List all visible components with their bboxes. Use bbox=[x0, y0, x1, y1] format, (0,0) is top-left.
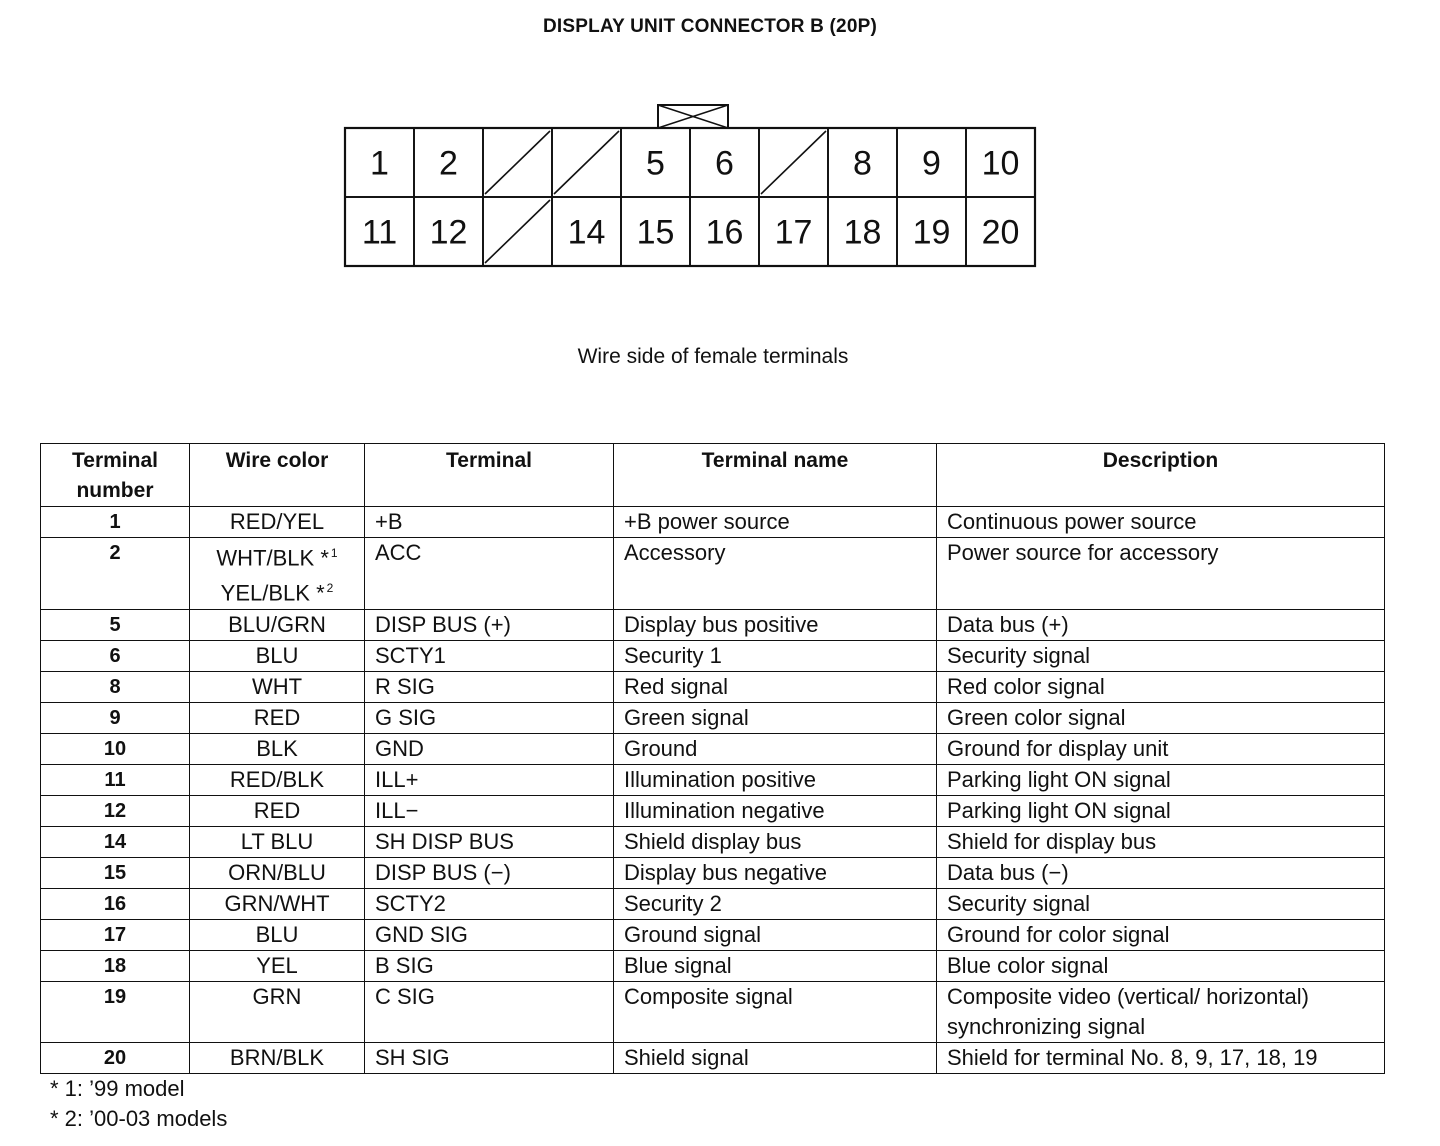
cell-terminal: DISP BUS (−) bbox=[365, 857, 614, 888]
wire-color-value bbox=[200, 951, 354, 981]
cell-terminal: SCTY2 bbox=[365, 888, 614, 919]
blank-cell-slash bbox=[485, 131, 550, 194]
cell-terminal: SH DISP BUS bbox=[365, 826, 614, 857]
cell-terminal: G SIG bbox=[365, 702, 614, 733]
pin-number-label: 14 bbox=[567, 213, 606, 252]
table-row bbox=[41, 857, 1385, 888]
wire-color-value bbox=[200, 982, 354, 1012]
cell-terminal-number: 11 bbox=[41, 764, 190, 795]
footnote-marker: 1 bbox=[330, 546, 338, 560]
connector-caption: Wire side of female terminals bbox=[577, 345, 849, 368]
wire-color-value bbox=[200, 796, 354, 826]
wire-color-text: ORN/BLU bbox=[228, 859, 326, 885]
wire-color-value bbox=[200, 920, 354, 950]
cell-wire-color bbox=[190, 919, 365, 950]
cell-terminal: B SIG bbox=[365, 950, 614, 981]
blank-cell-slash bbox=[761, 131, 826, 194]
blank-cell-slash bbox=[554, 131, 619, 194]
cell-terminal-number: 1 bbox=[41, 507, 190, 538]
wire-color-text: BLU bbox=[255, 921, 299, 947]
cell-description: Data bus (+) bbox=[937, 609, 1385, 640]
cell-terminal: GND bbox=[365, 733, 614, 764]
pin-number-label: 12 bbox=[429, 213, 468, 252]
cell-wire-color bbox=[190, 950, 365, 981]
cell-terminal: DISP BUS (+) bbox=[365, 609, 614, 640]
wire-color-value bbox=[200, 610, 354, 640]
table-row bbox=[41, 507, 1385, 538]
table-row bbox=[41, 671, 1385, 702]
table-row bbox=[41, 1042, 1385, 1073]
header-wire-color: Wire color bbox=[190, 444, 365, 507]
cell-terminal-name: Composite signal bbox=[614, 981, 937, 1042]
cell-wire-color bbox=[190, 609, 365, 640]
wire-color-value bbox=[200, 734, 354, 764]
pin-number-label: 19 bbox=[912, 213, 951, 252]
table-row bbox=[41, 640, 1385, 671]
cell-terminal-name: Red signal bbox=[614, 671, 937, 702]
pin-number-label: 20 bbox=[981, 213, 1020, 252]
cell-terminal-name: Security 1 bbox=[614, 640, 937, 671]
cell-terminal-number: 18 bbox=[41, 950, 190, 981]
cell-terminal-number: 17 bbox=[41, 919, 190, 950]
wire-color-value bbox=[200, 858, 354, 888]
cell-terminal-number: 16 bbox=[41, 888, 190, 919]
wire-color-value bbox=[200, 889, 354, 919]
table-row bbox=[41, 826, 1385, 857]
footnote-marker: 2 bbox=[326, 581, 334, 596]
table-row bbox=[41, 764, 1385, 795]
wire-color-text: BLK bbox=[256, 735, 298, 761]
cell-terminal-name: Display bus negative bbox=[614, 857, 937, 888]
cell-terminal-name: Green signal bbox=[614, 702, 937, 733]
cell-terminal-name: Shield display bus bbox=[614, 826, 937, 857]
cell-terminal-name: Ground signal bbox=[614, 919, 937, 950]
wire-color-text: RED/YEL bbox=[229, 509, 325, 534]
blank-cell-slash bbox=[485, 200, 550, 263]
connector-diagram bbox=[340, 96, 1042, 272]
pin-number-label: 10 bbox=[981, 144, 1020, 183]
wire-color-text: RED bbox=[253, 797, 301, 823]
table-row bbox=[41, 538, 1385, 610]
cell-terminal-name: Display bus positive bbox=[614, 609, 937, 640]
cell-terminal: SCTY1 bbox=[365, 640, 614, 671]
wire-color-text: RED/BLK bbox=[229, 766, 325, 792]
table-row bbox=[41, 950, 1385, 981]
wire-color-text: LT BLU bbox=[240, 828, 314, 854]
table-row bbox=[41, 795, 1385, 826]
wire-color-text: RED bbox=[253, 704, 301, 730]
header-terminal: Terminal bbox=[365, 444, 614, 507]
wire-color-value bbox=[200, 573, 354, 608]
pin-number-label: 1 bbox=[370, 144, 389, 183]
cell-terminal-name: +B power source bbox=[614, 507, 937, 538]
cell-terminal-name: Illumination negative bbox=[614, 795, 937, 826]
wire-color-text: BLU/GRN bbox=[228, 611, 326, 637]
cell-terminal-number: 14 bbox=[41, 826, 190, 857]
pin-number-label: 11 bbox=[361, 213, 398, 252]
cell-terminal-number: 19 bbox=[41, 981, 190, 1042]
cell-terminal-number: 12 bbox=[41, 795, 190, 826]
cell-terminal-name: Accessory bbox=[614, 538, 937, 610]
cell-terminal-number: 10 bbox=[41, 733, 190, 764]
cell-wire-color bbox=[190, 764, 365, 795]
cell-wire-color bbox=[190, 733, 365, 764]
cell-terminal-name: Ground bbox=[614, 733, 937, 764]
cell-wire-color bbox=[190, 671, 365, 702]
wire-color-value bbox=[200, 641, 354, 671]
cell-wire-color bbox=[190, 826, 365, 857]
cell-description: Parking light ON signal bbox=[937, 764, 1385, 795]
table-row bbox=[41, 919, 1385, 950]
cell-description: Shield for display bus bbox=[937, 826, 1385, 857]
cell-terminal-name: Security 2 bbox=[614, 888, 937, 919]
table-row bbox=[41, 888, 1385, 919]
wire-color-text: BLU bbox=[255, 642, 299, 668]
cell-wire-color bbox=[190, 888, 365, 919]
cell-description: Ground for color signal bbox=[937, 919, 1385, 950]
wire-color-text: WHT/BLK * bbox=[216, 545, 329, 571]
table-row bbox=[41, 981, 1385, 1042]
wire-color-text: WHT bbox=[251, 673, 303, 699]
cell-terminal: ILL+ bbox=[365, 764, 614, 795]
wire-color-text: GRN bbox=[252, 983, 302, 1009]
header-description: Description bbox=[937, 444, 1385, 507]
terminal-table bbox=[40, 443, 1385, 1074]
cell-description: Data bus (−) bbox=[937, 857, 1385, 888]
pin-number-label: 5 bbox=[646, 144, 665, 183]
cell-terminal-number: 20 bbox=[41, 1042, 190, 1073]
table-header-row bbox=[41, 444, 1385, 507]
wire-color-value bbox=[200, 703, 354, 733]
cell-terminal: SH SIG bbox=[365, 1042, 614, 1073]
cell-description: Security signal bbox=[937, 888, 1385, 919]
cell-description: Composite video (vertical/ horizontal) synchronizing signal bbox=[937, 981, 1385, 1042]
cell-description: Parking light ON signal bbox=[937, 795, 1385, 826]
cell-terminal-number: 2 bbox=[41, 538, 190, 610]
cell-description: Continuous power source bbox=[937, 507, 1385, 538]
table-row bbox=[41, 733, 1385, 764]
cell-wire-color bbox=[190, 981, 365, 1042]
diagram-title: DISPLAY UNIT CONNECTOR B (20P) bbox=[543, 16, 877, 37]
cell-description: Shield for terminal No. 8, 9, 17, 18, 19 bbox=[937, 1042, 1385, 1073]
cell-description: Green color signal bbox=[937, 702, 1385, 733]
wire-color-value bbox=[200, 1043, 354, 1073]
cell-terminal-number: 9 bbox=[41, 702, 190, 733]
cell-description: Power source for accessory bbox=[937, 538, 1385, 610]
cell-wire-color bbox=[190, 702, 365, 733]
cell-terminal: C SIG bbox=[365, 981, 614, 1042]
cell-terminal-name: Illumination positive bbox=[614, 764, 937, 795]
cell-terminal: +B bbox=[365, 507, 614, 538]
wire-color-text: YEL/BLK * bbox=[220, 580, 325, 606]
wire-color-value bbox=[200, 672, 354, 702]
pin-number-label: 6 bbox=[715, 144, 734, 183]
pin-number-label: 15 bbox=[636, 213, 675, 252]
table-row bbox=[41, 702, 1385, 733]
footnote-1: * 1: ’99 model bbox=[50, 1076, 185, 1101]
cell-wire-color bbox=[190, 640, 365, 671]
pin-number-label: 16 bbox=[705, 213, 744, 252]
wire-color-value bbox=[200, 765, 354, 795]
footnotes bbox=[50, 1074, 227, 1134]
cell-terminal-number: 8 bbox=[41, 671, 190, 702]
cell-terminal-name: Blue signal bbox=[614, 950, 937, 981]
cell-terminal-number: 5 bbox=[41, 609, 190, 640]
footnote-2: * 2: ’00-03 models bbox=[50, 1106, 228, 1131]
cell-terminal: R SIG bbox=[365, 671, 614, 702]
wire-color-text: BRN/BLK bbox=[229, 1044, 325, 1070]
wire-color-value bbox=[200, 827, 354, 857]
cell-wire-color bbox=[190, 1042, 365, 1073]
cell-terminal: ACC bbox=[365, 538, 614, 610]
cell-terminal: GND SIG bbox=[365, 919, 614, 950]
cell-description: Ground for display unit bbox=[937, 733, 1385, 764]
pin-number-label: 18 bbox=[843, 213, 882, 252]
header-terminal-name: Terminal name bbox=[614, 444, 937, 507]
pin-number-label: 8 bbox=[853, 144, 872, 183]
wire-color-value bbox=[200, 538, 354, 573]
wire-color-value bbox=[200, 507, 354, 537]
cell-description: Red color signal bbox=[937, 671, 1385, 702]
cell-description: Security signal bbox=[937, 640, 1385, 671]
pin-number-label: 2 bbox=[439, 144, 458, 183]
cell-terminal-number: 6 bbox=[41, 640, 190, 671]
cell-wire-color bbox=[190, 507, 365, 538]
table-row bbox=[41, 609, 1385, 640]
header-terminal-number: Terminal number bbox=[41, 444, 190, 507]
cell-wire-color bbox=[190, 795, 365, 826]
cell-wire-color bbox=[190, 857, 365, 888]
cell-description: Blue color signal bbox=[937, 950, 1385, 981]
wire-color-text: YEL bbox=[256, 952, 298, 978]
table-body bbox=[41, 507, 1385, 1074]
cell-terminal-number: 15 bbox=[41, 857, 190, 888]
cell-terminal: ILL− bbox=[365, 795, 614, 826]
wire-color-text: GRN/WHT bbox=[224, 890, 330, 916]
pin-number-label: 17 bbox=[774, 213, 813, 252]
cell-wire-color bbox=[190, 538, 365, 610]
pin-number-label: 9 bbox=[922, 144, 941, 183]
cell-terminal-name: Shield signal bbox=[614, 1042, 937, 1073]
